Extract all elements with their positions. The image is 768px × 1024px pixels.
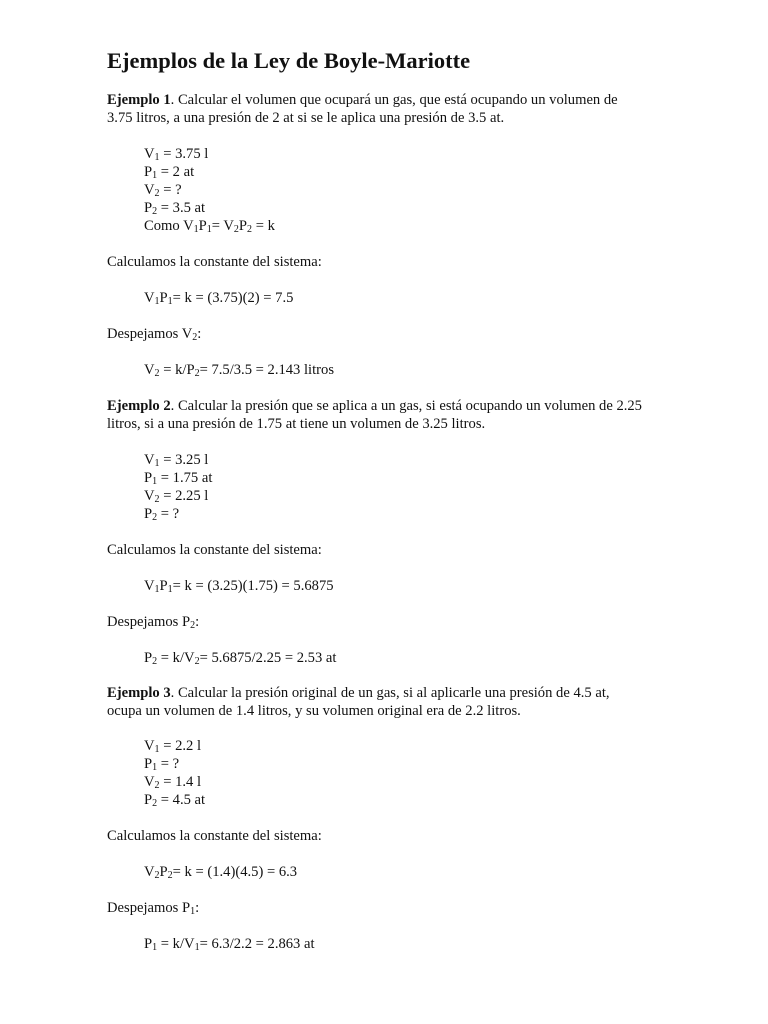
ejemplo-1-statement-line-1 [107,91,618,109]
ejemplo-1-v1: $V_1 = 3.75$ l [144,146,209,163]
ejemplo-2-v2: $V_2 = 2.25$ l [144,488,209,505]
ejemplo-3-result: $P_1 = k/V_1= 6.3/2.2 = 2.863$ at [144,936,315,953]
ejemplo-1-p1: $P_1 = 2$ at [144,164,195,181]
ejemplo-2-p2: $P_2$ = ? [144,506,180,523]
ejemplo-1-result: $V_2 = k/P_2= 7.5/3.5 = 2.143$ litros [144,362,335,379]
ejemplo-2-label: Ejemplo 2 [107,398,171,414]
ejemplo-3-p2: $P_2 = 4.5$ at [144,792,206,809]
ejemplo-1-como-equation: Como $V_1P_1= V_2P_2 = k$ [144,218,275,235]
ejemplo-2-p1: $P_1 = 1.75$ at [144,470,213,487]
ejemplo-3-v2: $V_2 = 1.4$ l [144,774,202,791]
ejemplo-1-constante-intro: Calculamos la constante del sistema: [107,254,322,270]
ejemplo-3-text: . Calcular la presión original de un gas, si al aplicarle una presión de 4.5 at, [170,685,610,701]
ejemplo-3-label: Ejemplo 3 [107,685,171,701]
ejemplo-2-constante-equation: $V_1P_1= k = (3.25)(1.75) = 5.6875$ [144,578,334,595]
ejemplo-1-p2: $P_2 = 3.5$ at [144,200,206,217]
ejemplo-1-text: . Calcular el volumen que ocupará un gas, que está ocupando un volumen de [170,92,618,108]
ejemplo-3-v1: $V_1 = 2.2$ l [144,738,202,755]
ejemplo-1-constante-equation: $V_1P_1= k = (3.75)(2) = 7.5$ [144,290,294,307]
ejemplo-2-text: . Calcular la presión que se aplica a un gas, si está ocupando un volumen de 2.25 [170,398,642,414]
ejemplo-3-constante-equation: $V_2P_2= k = (1.4)(4.5) = 6.3$ [144,864,298,881]
ejemplo-2-constante-intro: Calculamos la constante del sistema: [107,542,322,558]
ejemplo-3-constante-intro: Calculamos la constante del sistema: [107,828,322,844]
ejemplo-2-v1: $V_1 = 3.25$ l [144,452,209,469]
ejemplo-3-statement-line-1 [107,684,610,702]
ejemplo-2-result: $P_2 = k/V_2= 5.6875/2.25 = 2.53$ at [144,650,337,667]
ejemplo-1-despejamos: Despejamos $V_2$: [107,326,202,343]
ejemplo-1-statement-line-2: 3.75 litros, a una presión de 2 at si se le aplica una presión de 3.5 at. [107,110,505,126]
ejemplo-1-label: Ejemplo 1 [107,92,171,108]
ejemplo-2-despejamos: Despejamos $P_2$: [107,614,200,631]
ejemplo-3-p1: $P_1$ = ? [144,756,180,773]
ejemplo-2-statement-line-2: litros, si a una presión de 1.75 at tiene un volumen de 3.25 litros. [107,416,486,432]
ejemplo-3-despejamos: Despejamos $P_1$: [107,900,200,917]
ejemplo-1-v2: $V_2$ = ? [144,182,182,199]
ejemplo-2-statement-line-1 [107,397,642,415]
page-title: Ejemplos de la Ley de Boyle-Mariotte [107,48,471,73]
ejemplo-3-statement-line-2: ocupa un volumen de 1.4 litros, y su volumen original era de 2.2 litros. [107,703,521,719]
